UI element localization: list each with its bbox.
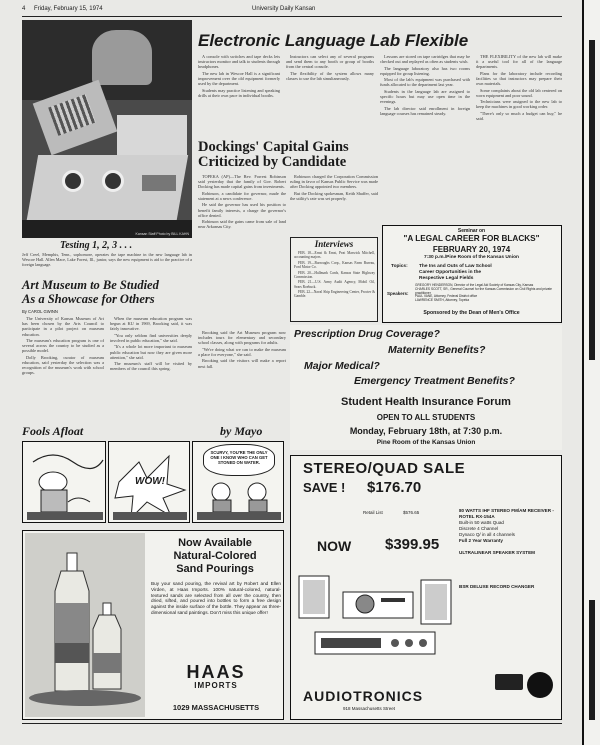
art-museum-body-col3: Brooking said the Art Museum program now includes tours for elementary and secondary school classes, along with programs for adults. "We're doing what we can to make the museum a place for everyone," she said. Brooking said the visitors will make a report next fall. bbox=[198, 330, 286, 369]
legal-speakers bbox=[415, 284, 559, 303]
insurance-when: Monday, February 18th, at 7:30 p.m. bbox=[349, 426, 503, 436]
stereo-retail-price: $576.65 bbox=[403, 510, 420, 515]
dockings-headline-line1: Dockings' Capital Gains bbox=[198, 139, 349, 155]
sand-pourings-ad bbox=[22, 530, 284, 720]
comic-panel-3 bbox=[192, 441, 284, 523]
folio-rule bbox=[22, 16, 562, 17]
adjacent-page-column-lower bbox=[589, 600, 595, 720]
stereo-feature-4: Dynaco Q/ in all 4 channels bbox=[459, 532, 515, 537]
comic-panel-1-art bbox=[23, 442, 106, 523]
stereo-features bbox=[459, 508, 559, 590]
insurance-line1: Prescription Drug Coverage? bbox=[294, 328, 440, 340]
legal-speakers-label: Speakers: bbox=[387, 291, 409, 296]
sand-bottles-svg bbox=[25, 533, 145, 717]
legal-speaker-1: GREGORY HENDERSON, Director of the Legal Aid Society of Kansas City, Kansas bbox=[415, 283, 534, 287]
comic-bubble-scurvy: SCURVY, YOU'RE THE ONLY ONE I KNOW WHO CAN GET STONED ON WATER. bbox=[203, 444, 275, 476]
language-lab-headline: Electronic Language Lab Flexible bbox=[198, 31, 469, 50]
stereo-feature-5: Full 2 Year Warranty bbox=[459, 538, 503, 543]
language-lab-body-col2: Instructors can select any of several programs and send them to any booth or group of booths from the central console. The flexibility of the system allows many classes to use the lab simultaneously. bbox=[286, 54, 374, 81]
stereo-now-price: $399.95 bbox=[385, 536, 440, 553]
interviews-list: FEB. 18—Ernst & Ernst, Peat Marwick Mitchell, accounting majors. FEB. 19—Burroughs Corp., Kansas Farm Bureau, Ford Motor Co. FEB. 20—Hallmark Cards, Kansas State Highway Commission. FEB. 21—U.S. Army Audit Agency, Mobil Oil, Sears Roebuck. FEB. 22—Naval Ship Engineering Center, Procter & Gamble. bbox=[294, 251, 375, 299]
store-name: AUDIOTRONICS bbox=[303, 688, 424, 704]
haas-logo-line2: IMPORTS bbox=[194, 681, 238, 690]
language-lab-body-col4: THE FLEXIBILITY of the new lab will make it a useful tool for all of the language departments. Plans for the laboratory include recording facilities so that instructors may prepare their own materials. Some complaints about the old lab centered on worn equipment and poor sound. Technicians were assigned to the new lab to keep the machines in good working order. "There's only so much a budget can buy," he said. bbox=[476, 54, 562, 121]
interviews-title: Interviews bbox=[314, 239, 354, 249]
comic-panel-3-art bbox=[193, 442, 284, 523]
interviews-box bbox=[290, 237, 378, 322]
haas-logo-line1: HAAS bbox=[186, 662, 246, 682]
sand-body: Buy your sand pouring, the revival art by Robert and Ellen Virden, at Haas Imports. 100% natural-colored, natural-textured sands are selected from all over the country, then dried, sifted, and poured into bottles to form a free design against the inside surface of the bottle. They appear as three-dimensional sand paintings. Don't miss this unique offer! bbox=[151, 581, 281, 615]
legal-sponsor: Sponsored by the Dean of Men's Office bbox=[423, 310, 520, 316]
dockings-headline bbox=[198, 140, 383, 170]
legal-time-place: 7:30 p.m./Pine Room of the Kansas Union bbox=[424, 255, 519, 260]
insurance-ad bbox=[290, 325, 562, 450]
haas-address: 1029 MASSACHUSETTS bbox=[172, 703, 260, 712]
comic-panel-2 bbox=[108, 441, 190, 523]
legal-kicker: Seminar on bbox=[457, 228, 486, 234]
bottom-rule bbox=[22, 723, 562, 724]
comic-panel-1 bbox=[22, 441, 106, 523]
insurance-subtitle: OPEN TO ALL STUDENTS bbox=[376, 413, 476, 422]
stereo-feature-3: Discrete 4 Channel bbox=[459, 526, 499, 531]
legal-title: "A LEGAL CAREER FOR BLACKS" bbox=[403, 234, 540, 243]
art-museum-body-col2: When the museum education program was begun at KU in 1969, Brooking said, it was fairly innovative. "You only seldom find universities deeply involved in public education," she said. "It's a whole lot more important to museum public education but now they are given more attention," she said. The museum's staff will be visited by members of the council this spring. bbox=[110, 316, 192, 372]
stereo-equipment-svg bbox=[295, 566, 455, 681]
language-lab-body-col3: Lessons are stored on tape cartridges that may be checked out and replayed as often as students wish. The language laboratory also has two rooms equipped for group listening. Most of the lab's equipment was purchased with funds allocated to the department last year. Students in the language lab are assigned to specific hours but may use open time in the evenings. The lab director said enrollment in foreign language courses has remained steady. bbox=[380, 54, 470, 116]
stereo-save-label: SAVE ! bbox=[303, 480, 346, 495]
insurance-where: Pine Room of the Kansas Union bbox=[376, 439, 476, 446]
stereo-now-label: NOW bbox=[317, 538, 352, 554]
stereo-headline: STEREO/QUAD SALE bbox=[303, 460, 466, 477]
insurance-title: Student Health Insurance Forum bbox=[341, 396, 511, 408]
legal-topics-label: Topics: bbox=[391, 264, 408, 269]
store-badge bbox=[495, 674, 523, 690]
language-lab-photo bbox=[22, 20, 192, 238]
art-museum-body-col1: The University of Kansas Museum of Art has been chosen by the Arts Council to participate in a pilot project on museum education. The museum's education program is one of several across the country to be studied as a possible model. Dolly Brooking, curator of museum education, said yesterday the selection was a recognition of the museum's work with school groups. bbox=[22, 316, 104, 376]
folio bbox=[22, 6, 562, 16]
art-museum-headline-line2: As a Showcase for Others bbox=[22, 291, 155, 306]
fools-afloat-title: Fools Afloat bbox=[22, 424, 84, 438]
adjacent-page-edge bbox=[582, 0, 600, 745]
adjacent-page-column bbox=[589, 40, 595, 360]
folio-paper-name: University Daily Kansan bbox=[252, 6, 316, 12]
art-museum-headline bbox=[22, 279, 282, 306]
sand-headline: Now Available Natural-Colored Sand Pourings bbox=[173, 537, 257, 575]
dockings-headline-line2: Criticized by Candidate bbox=[198, 154, 347, 170]
stereo-feature-1: 80 WATTS IHF STEREO FM/AM RECEIVER - ROTEL RX-154A bbox=[459, 508, 554, 519]
store-address: 918 Massachusetts Street bbox=[343, 706, 396, 711]
legal-topics: The Ins and Outs of Law School Career Opportunities in the Respective Legal Fields bbox=[419, 264, 492, 281]
haas-logo bbox=[151, 663, 281, 690]
legal-career-ad bbox=[382, 225, 562, 323]
language-lab-body-col1: A console with switches and tape decks lets instructors monitor and talk to students through headphones. The new lab in Wescoe Hall is a significant improvement over the old equipment formerly used by the department. Students may practice listening and speaking drills at their own pace in individual booths. bbox=[198, 54, 280, 98]
art-museum-byline: By CAROL GWINN bbox=[22, 309, 58, 314]
stereo-speaker-system: ULTRALINEAR SPEAKER SYSTEM bbox=[459, 550, 535, 555]
legal-speaker-4: LAWRENCE SMITH, Attorney, Topeka bbox=[415, 298, 469, 303]
stereo-equipment-illustration bbox=[295, 566, 455, 681]
stereo-sale-ad bbox=[290, 455, 562, 720]
photo-credit: Kansan Staff Photo by BILL KAHN bbox=[135, 232, 189, 236]
store-seal bbox=[527, 672, 553, 698]
fools-afloat-author: by Mayo bbox=[220, 424, 263, 438]
sand-bottle-illustration bbox=[25, 533, 145, 717]
dockings-body-col1: TOPEKA (AP)—The Rev. Forrest Robinson said yesterday that the family of Gov. Robert Docking has made capital gains from investments. Robinson, a candidate for governor, made the statement at a news conference. He said the governor has used his position to benefit family interests, a charge the governor's office denied. Robinson said the gains came from sale of land near Arkansas City. bbox=[198, 174, 286, 230]
comic-bubble-wow: WOW! bbox=[135, 476, 165, 487]
insurance-line3: Major Medical? bbox=[304, 360, 380, 372]
stereo-changer: BSR DELUXE RECORD CHANGER bbox=[459, 584, 535, 589]
legal-speaker-2: CHARLES SCOTT, SR., General Counsel for the Kansas Commission on Civil Rights and private practitioner bbox=[415, 286, 552, 295]
photo-caption-title: Testing 1, 2, 3 . . . bbox=[60, 240, 133, 251]
folio-page-number: 4 bbox=[22, 6, 26, 12]
legal-speaker-3: PAUL VANE, Attorney, Federal District office bbox=[415, 294, 478, 299]
art-museum-headline-line1: Art Museum to Be Studied bbox=[22, 278, 159, 292]
folio-date: Friday, February 15, 1974 bbox=[34, 6, 103, 12]
dockings-body-col2: Robinson charged the Corporation Commission ruling in favor of Kansas Public Service was made after Docking appointed two members. But the Docking spokesman, Keith Shaffer, said the utility's rate was set properly. bbox=[290, 174, 378, 201]
legal-date: FEBRUARY 20, 1974 bbox=[432, 245, 511, 254]
stereo-feature-2: Built-in 50 watts Quad bbox=[459, 520, 504, 525]
insurance-line4: Emergency Treatment Benefits? bbox=[354, 375, 515, 387]
photo-caption: Jeff Creel, Memphis, Tenn., sophomore, operates the tape machine in the new language lab in Wescoe Hall. Allen Mace, Lake Forest, Ill., junior, says the new equipment is aid to the practice of a foreign language. bbox=[22, 252, 192, 267]
stereo-retail-label: Retail List bbox=[363, 510, 383, 515]
insurance-line2: Maternity Benefits? bbox=[388, 344, 486, 356]
stereo-save-amount: $176.70 bbox=[367, 479, 422, 496]
